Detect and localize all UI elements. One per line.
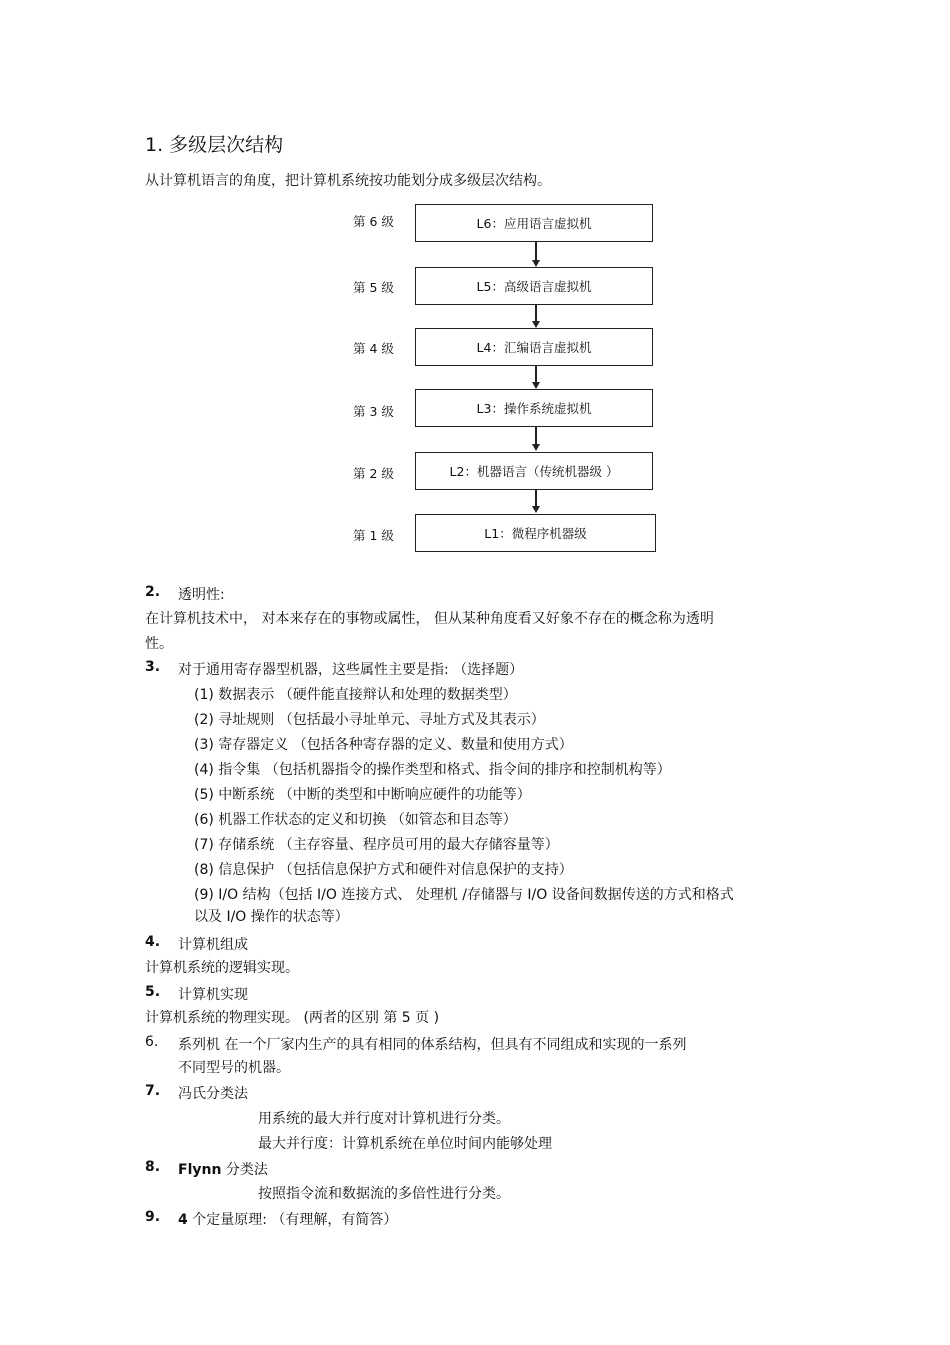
paragraph-line: 不同型号的机器。 [178, 1060, 290, 1076]
paragraph-line: 在计算机技术中， 对本来存在的事物或属性， 但从某种角度看又好象不存在的概念称为透明 [145, 611, 714, 627]
list-item: (4) 指令集 （包括机器指令的操作类型和格式、指令间的排序和控制机构等） [194, 762, 671, 778]
item-title-rest: 个定量原理: （有理解，有简答） [192, 1212, 398, 1228]
list-item: 以及 I/O 操作的状态等） [194, 909, 349, 925]
arrow-2-1 [535, 490, 537, 506]
item-number: 9. [145, 1209, 161, 1225]
paragraph-line: 最大并行度：计算机系统在单位时间内能够处理 [258, 1136, 552, 1152]
item-number: 7. [145, 1083, 161, 1099]
arrow-3-2 [535, 427, 537, 444]
level-box-2: L2：机器语言（传统机器级 ） [415, 452, 653, 490]
level-label-3: 第 3 级 [353, 404, 394, 419]
list-item: (5) 中断系统 （中断的类型和中断响应硬件的功能等） [194, 787, 531, 803]
arrow-head-5-4 [532, 321, 540, 328]
arrow-4-3 [535, 366, 537, 382]
item-title: 对于通用寄存器型机器，这些属性主要是指: （选择题） [178, 662, 524, 678]
item-title-rest: 分类法 [225, 1162, 268, 1178]
level-box-4: L4：汇编语言虚拟机 [415, 328, 653, 366]
item-title [178, 1159, 268, 1179]
arrow-head-3-2 [532, 444, 540, 451]
arrow-head-2-1 [532, 506, 540, 513]
arrow-head-6-5 [532, 260, 540, 267]
item-title: 冯氏分类法 [178, 1086, 248, 1102]
level-label-4: 第 4 级 [353, 341, 394, 356]
item-title-bold: 4 [178, 1212, 188, 1228]
paragraph-line: 用系统的最大并行度对计算机进行分类。 [258, 1111, 510, 1127]
level-box-1: L1：微程序机器级 [415, 514, 656, 552]
paragraph-line: 计算机系统的物理实现。 (两者的区别 第 5 页 ) [145, 1010, 440, 1026]
paragraph-line: 按照指令流和数据流的多倍性进行分类。 [258, 1186, 510, 1202]
level-box-5: L5：高级语言虚拟机 [415, 267, 653, 305]
item-title-bold: Flynn [178, 1162, 222, 1178]
list-item: (6) 机器工作状态的定义和切换 （如管态和目态等） [194, 812, 517, 828]
list-item: (9) I/O 结构（包括 I/O 连接方式、 处理机 /存储器与 I/O 设备间数据传送的方式和格式 [194, 887, 734, 903]
arrow-5-4 [535, 305, 537, 321]
paragraph-line: 计算机系统的逻辑实现。 [145, 960, 299, 976]
arrow-head-4-3 [532, 382, 540, 389]
item-title: 透明性: [178, 587, 225, 603]
paragraph-line: 性。 [145, 636, 173, 652]
item-number: 6. [145, 1034, 159, 1050]
item-number: 8. [145, 1159, 161, 1175]
item-number: 2. [145, 584, 161, 600]
item-title [178, 1209, 397, 1229]
arrow-6-5 [535, 242, 537, 260]
level-label-2: 第 2 级 [353, 466, 394, 481]
level-label-1: 第 1 级 [353, 528, 394, 543]
section-heading: 1. 多级层次结构 [145, 134, 284, 156]
item-title: 系列机 在一个厂家内生产的具有相同的体系结构，但具有不同组成和实现的一系列 [178, 1037, 687, 1053]
list-item: (2) 寻址规则 （包括最小寻址单元、寻址方式及其表示） [194, 712, 545, 728]
list-item: (1) 数据表示 （硬件能直接辩认和处理的数据类型） [194, 687, 517, 703]
item-number: 4. [145, 934, 161, 950]
item-number: 3. [145, 659, 161, 675]
level-label-6: 第 6 级 [353, 214, 394, 229]
intro-text: 从计算机语言的角度，把计算机系统按功能划分成多级层次结构。 [145, 173, 551, 189]
level-box-6: L6：应用语言虚拟机 [415, 204, 653, 242]
list-item: (7) 存储系统 （主存容量、程序员可用的最大存储容量等） [194, 837, 559, 853]
level-label-5: 第 5 级 [353, 280, 394, 295]
item-title: 计算机组成 [178, 937, 248, 953]
level-box-3: L3：操作系统虚拟机 [415, 389, 653, 427]
item-title: 计算机实现 [178, 987, 248, 1003]
list-item: (8) 信息保护 （包括信息保护方式和硬件对信息保护的支持） [194, 862, 573, 878]
list-item: (3) 寄存器定义 （包括各种寄存器的定义、数量和使用方式） [194, 737, 573, 753]
item-number: 5. [145, 984, 161, 1000]
